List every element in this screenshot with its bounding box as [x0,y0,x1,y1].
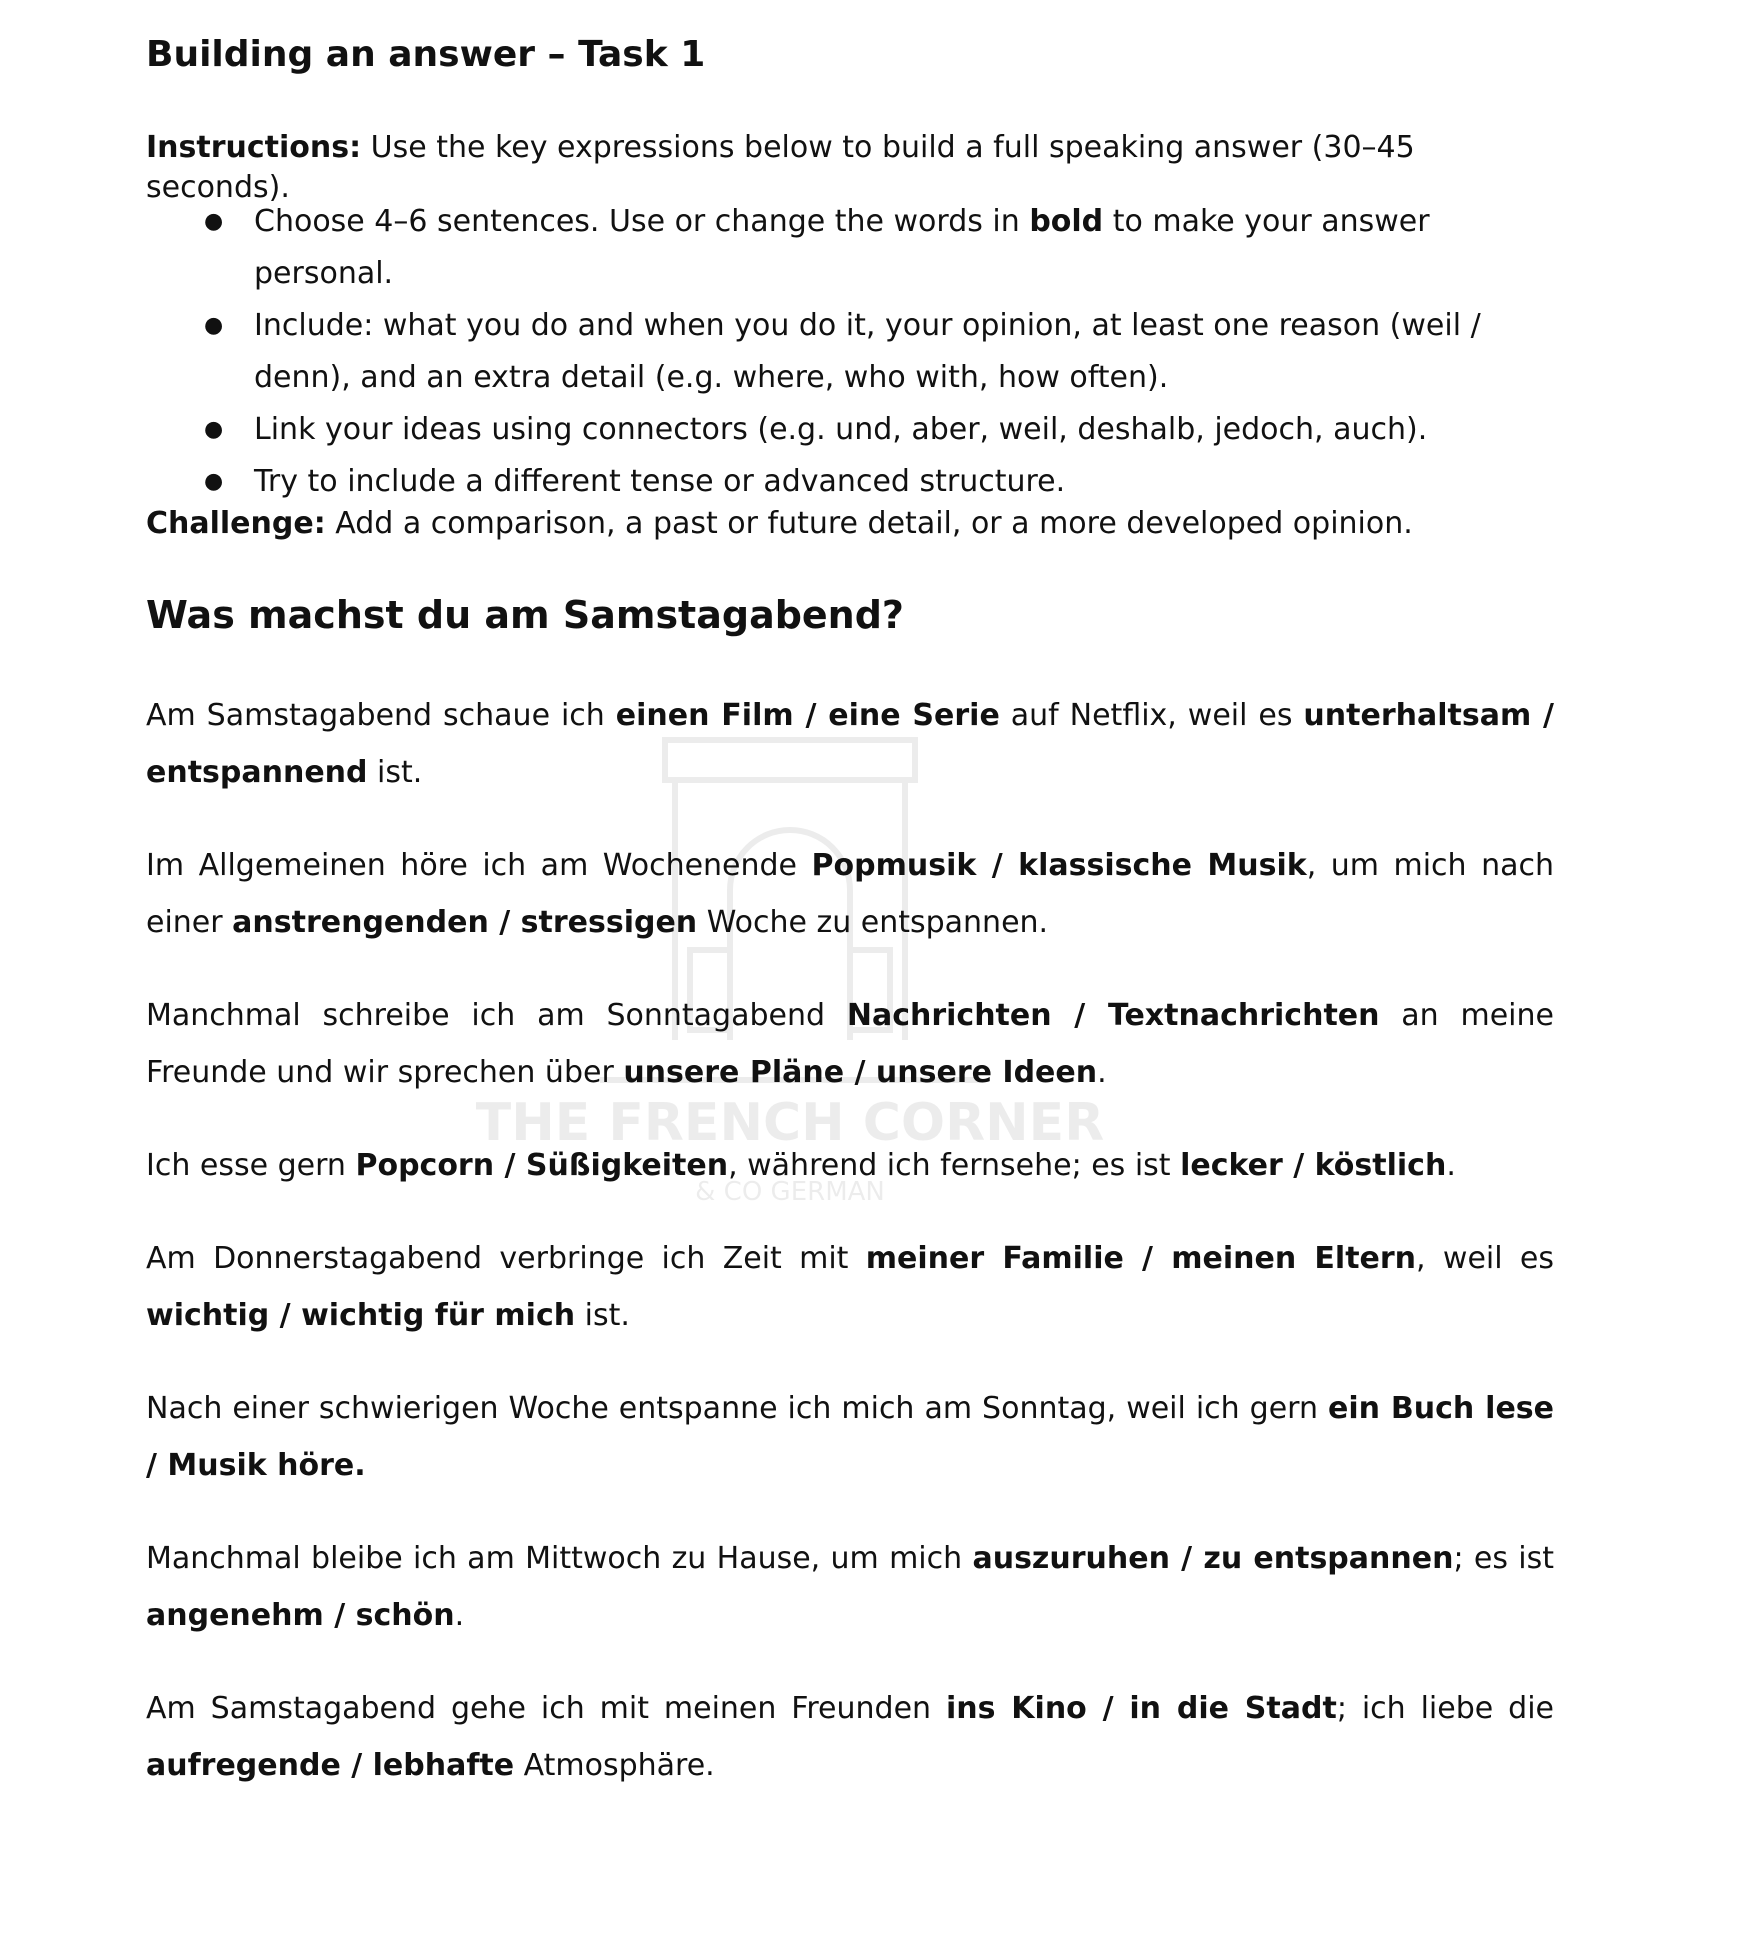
instruction-bullet [146,196,1554,300]
text-run: Am Samstagabend gehe ich mit meinen Freunden [146,1691,946,1726]
text-run: Choose 4–6 sentences. Use or change the words in [254,204,1030,239]
instruction-bullet [146,456,1554,508]
question-heading: Was machst du am Samstagabend? [146,593,904,637]
example-sentence [146,1680,1554,1794]
text-run: . [454,1598,465,1633]
key-expression: angenehm / schön [146,1598,455,1633]
watermark-line2: & CO GERMAN [695,1177,885,1207]
key-expression: ins Kino / in die Stadt [945,1691,1337,1726]
text-run: ist. [575,1298,630,1333]
text-run: auf Netflix, weil es [999,698,1304,733]
instruction-bullet-list [146,196,1554,508]
text-run: Im Allgemeinen höre ich am Wochenende [146,848,812,883]
key-expression: meiner Familie / meinen Eltern [865,1241,1417,1276]
key-expression: einen Film / eine Serie [615,698,1000,733]
text-run: Manchmal schreibe ich am Sonntagabend [146,998,847,1033]
text-run: an meine Freunde und wir sprechen über [146,998,1554,1090]
text-run: Nach einer schwierigen Woche entspanne ich mich am Sonntag, weil ich gern [146,1391,1328,1426]
key-expression: unsere Pläne / unsere Ideen [623,1055,1098,1090]
bullet-dot-icon: ● [204,313,224,338]
challenge-label: Challenge: [146,506,326,541]
text-run: Am Donnerstagabend verbringe ich Zeit mit [146,1241,866,1276]
text-run: Manchmal bleibe ich am Mittwoch zu Hause, um mich [146,1541,973,1576]
key-expression: aufregende / lebhafte [146,1748,515,1783]
text-run: Ich esse gern [146,1148,356,1183]
key-expression: auszuruhen / zu entspannen [972,1541,1454,1576]
text-run: . [1097,1055,1107,1090]
example-sentence [146,1137,1554,1194]
example-sentence [146,987,1554,1101]
text-run: . [1446,1148,1456,1183]
text-run: Atmosphäre. [514,1748,715,1783]
text-run: , während ich fernsehe; es ist [728,1148,1181,1183]
example-sentence [146,1530,1554,1644]
key-expression: Nachrichten / Textnachrichten [846,998,1380,1033]
text-run: Include: what you do and when you do it, your opinion, at least one reason (weil / denn), and an extra detail (e.g. where, who with, how often). [254,308,1481,395]
instructions-text: Use the key expressions below to build a full speaking answer (30–45 seconds). [146,130,1415,205]
text-run: ; es ist [1453,1541,1555,1576]
text-run: Am Samstagabend schaue ich [146,698,616,733]
key-expression: unterhaltsam / entspannend [146,698,1555,790]
text-run: ; ich liebe die [1336,1691,1554,1726]
challenge-text: Add a comparison, a past or future detail, or a more developed opinion. [325,506,1413,541]
instruction-bullet [146,404,1554,456]
key-expression: anstrengenden / stressigen [232,905,698,940]
example-sentence [146,1230,1554,1344]
example-sentences [146,687,1554,1830]
watermark-line1: THE FRENCH CORNER [475,1093,1105,1153]
text-run: Try to include a different tense or advanced structure. [254,464,1066,499]
bullet-dot-icon: ● [204,417,224,442]
text-run: Link your ideas using connectors (e.g. und, aber, weil, deshalb, jedoch, auch). [254,412,1428,447]
challenge-paragraph [146,504,1554,544]
key-expression: lecker / köstlich [1180,1148,1447,1183]
example-sentence [146,687,1554,801]
key-expression: Popmusik / klassische Musik [811,848,1307,883]
instructions-label: Instructions: [146,130,362,165]
instruction-bullet [146,300,1554,404]
page-title: Building an answer – Task 1 [146,34,706,75]
text-run: Woche zu entspannen. [697,905,1049,940]
bullet-dot-icon: ● [204,209,224,234]
text-run: ist. [367,755,423,790]
text-run: to make your answer personal. [254,204,1430,291]
bullet-dot-icon: ● [204,469,224,494]
key-expression: Popcorn / Süßigkeiten [355,1148,729,1183]
text-run: , um mich nach einer [146,848,1554,940]
example-sentence [146,1380,1554,1494]
key-expression: ein Buch lese / Musik höre. [146,1391,1554,1483]
key-expression: wichtig / wichtig für mich [146,1298,576,1333]
key-expression: bold [1029,204,1104,239]
example-sentence [146,837,1554,951]
text-run: , weil es [1416,1241,1554,1276]
